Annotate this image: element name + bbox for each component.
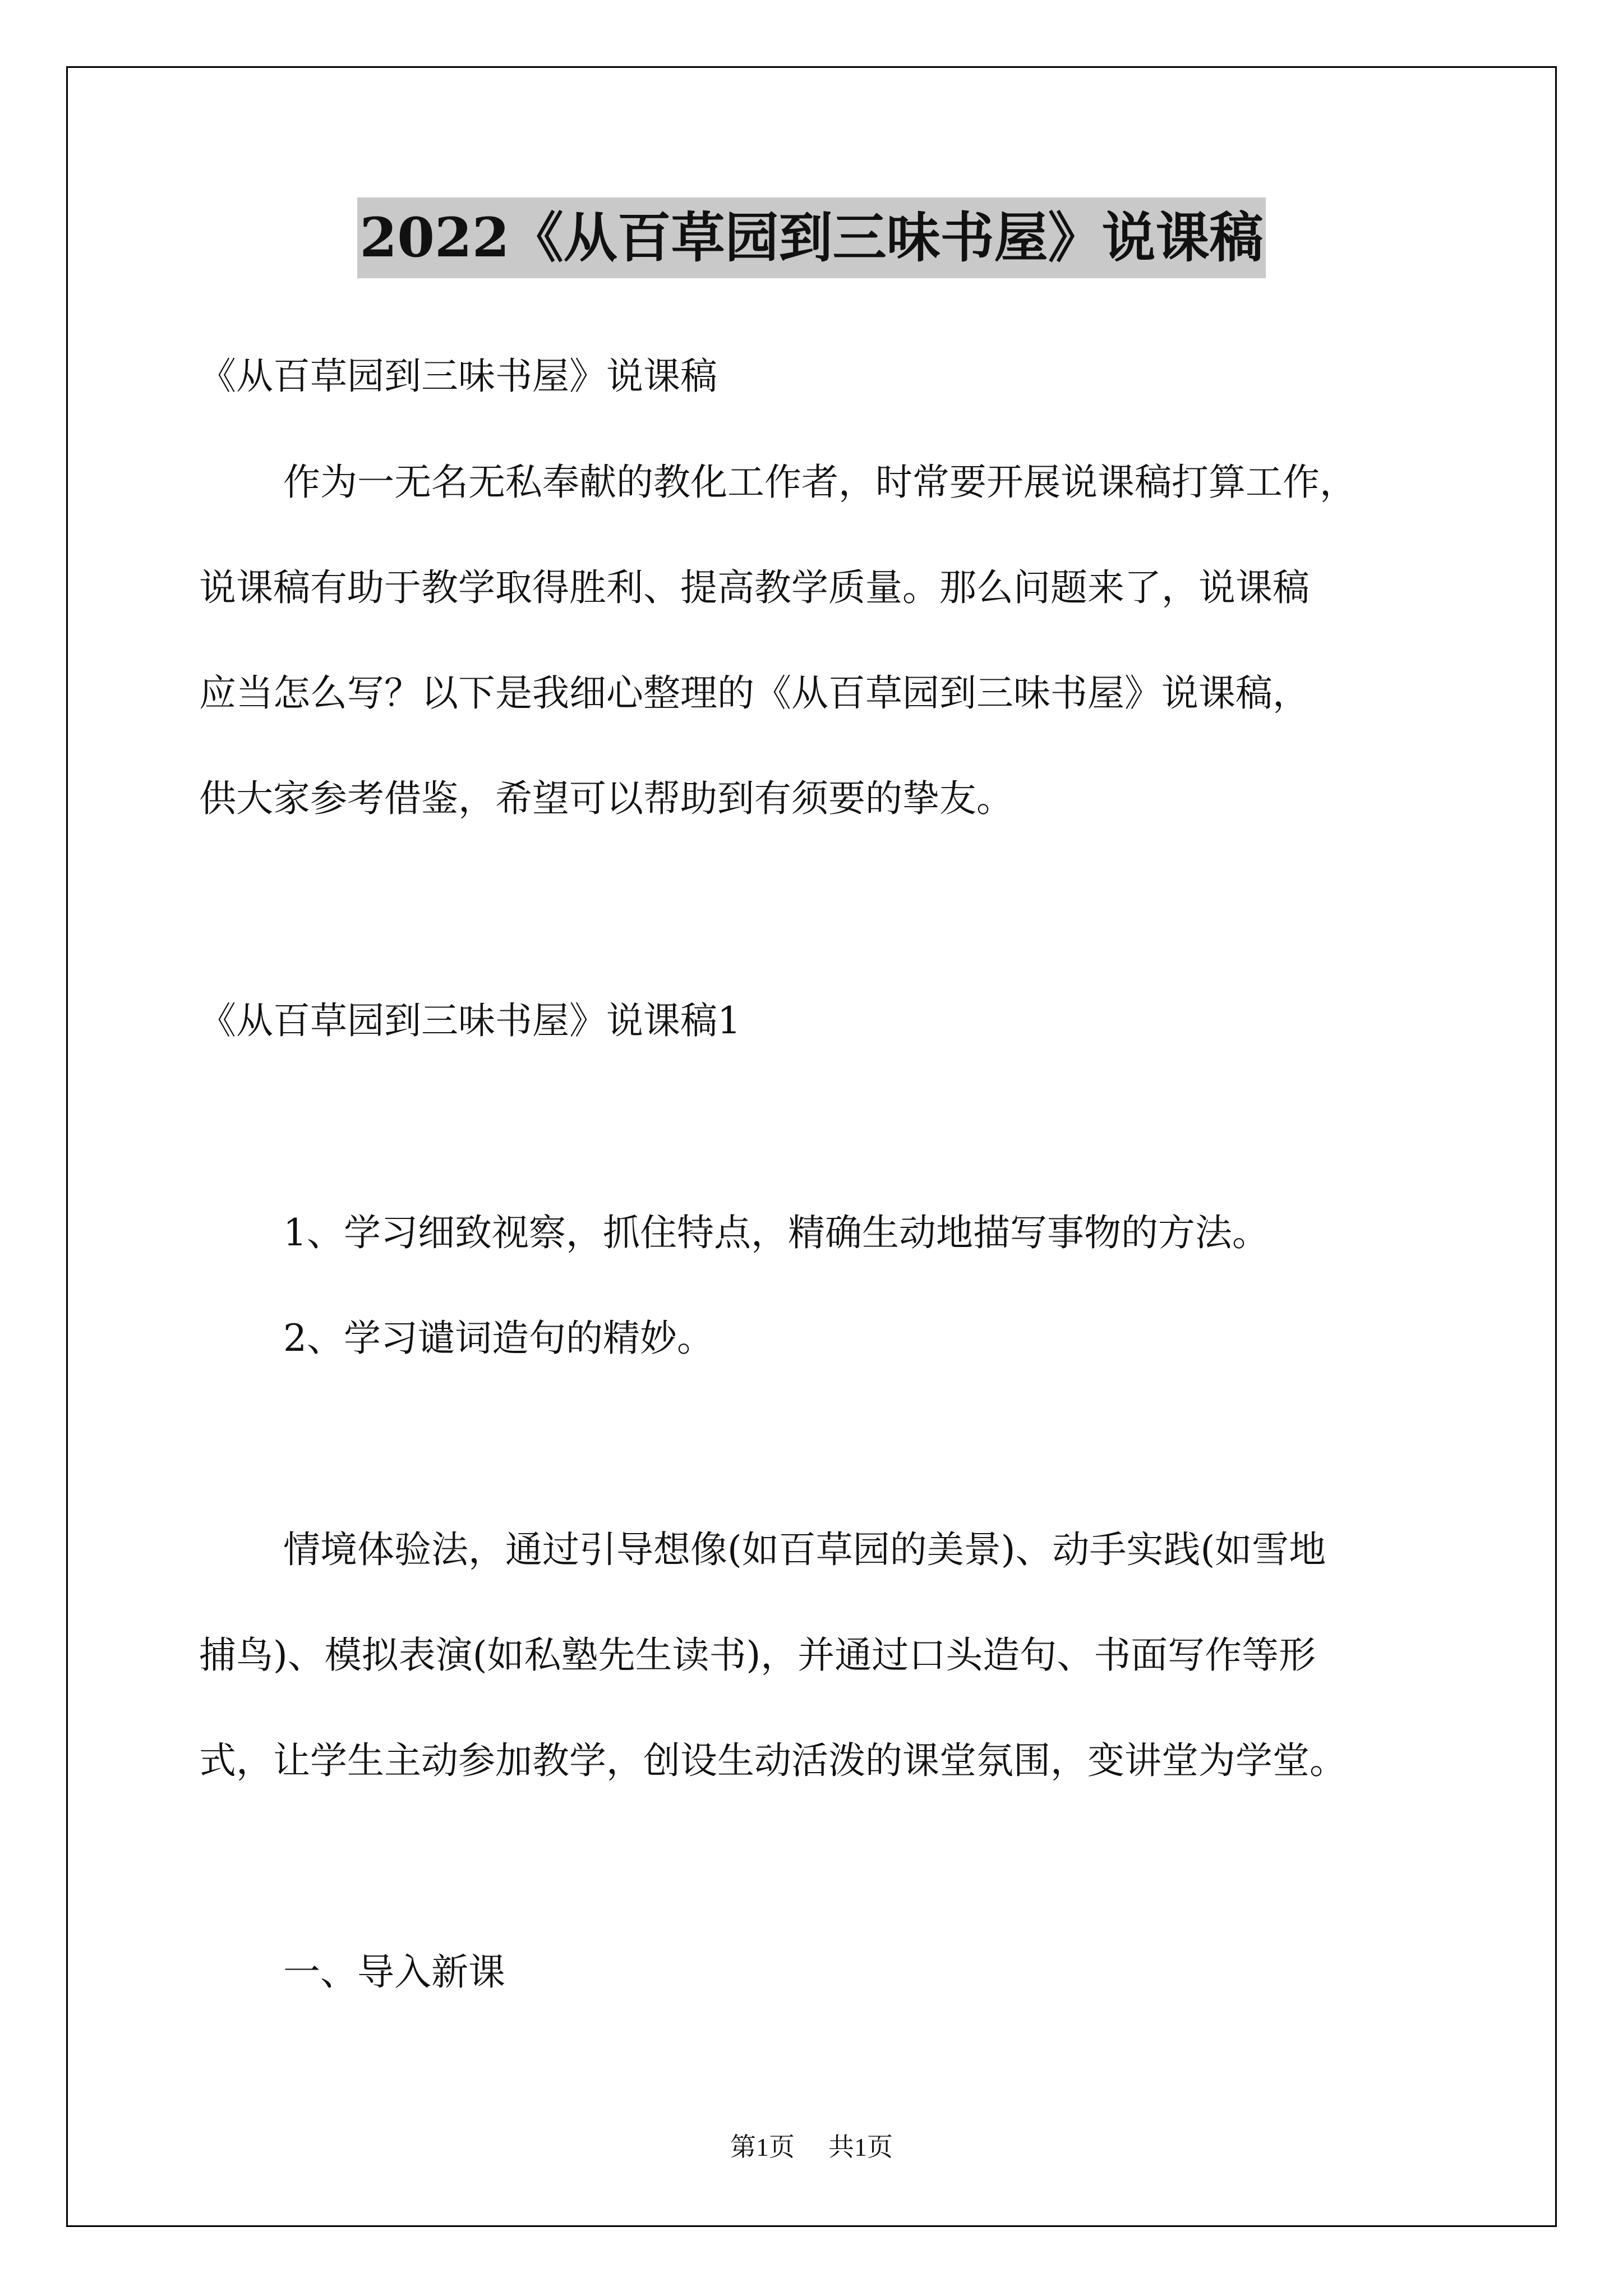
goal-item-1: 1、学习细致视察，抓住特点，精确生动地描写事物的方法。	[283, 1211, 1269, 1254]
document-subtitle: 《从百草园到三味书屋》说课稿	[199, 355, 717, 398]
title-container	[0, 197, 1623, 278]
page-total: 共1页	[828, 2133, 893, 2161]
intro-line-3: 应当怎么写？以下是我细心整理的《从百草园到三味书屋》说课稿，	[199, 671, 1310, 715]
intro-line-1: 作为一无名无私奉献的教化工作者，时常要开展说课稿打算工作，	[283, 461, 1357, 504]
intro-line-2: 说课稿有助于教学取得胜利、提高教学质量。那么问题来了，说课稿	[199, 566, 1310, 609]
goal-item-2: 2、学习谴词造句的精妙。	[283, 1317, 714, 1360]
method-line-2: 捕鸟)、模拟表演(如私塾先生读书)，并通过口头造句、书面写作等形	[199, 1634, 1316, 1677]
page-footer	[0, 2131, 1623, 2164]
document-title: 2022《从百草园到三味书屋》说课稿	[357, 197, 1265, 278]
section-heading: 《从百草园到三味书屋》说课稿1	[199, 999, 741, 1042]
intro-line-4: 供大家参考借鉴，希望可以帮助到有须要的挚友。	[199, 777, 1013, 820]
method-line-1: 情境体验法，通过引导想像(如百草园的美景)、动手实践(如雪地	[283, 1528, 1326, 1571]
page-number: 第1页	[730, 2133, 795, 2161]
method-line-3: 式，让学生主动参加教学，创设生动活泼的课堂氛围，变讲堂为学堂。	[199, 1739, 1347, 1782]
step-heading: 一、导入新课	[283, 1950, 505, 1994]
